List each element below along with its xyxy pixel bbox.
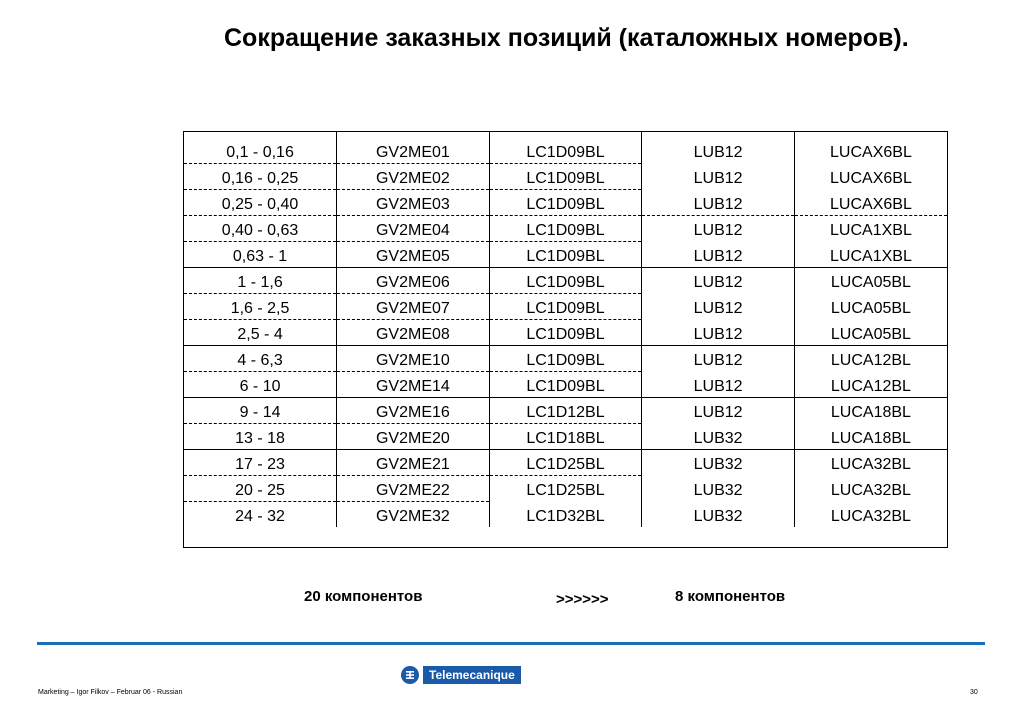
cell-gv: GV2ME14	[337, 371, 490, 397]
cell-gv: GV2ME06	[337, 267, 490, 293]
cell-luca: LUCA12BL	[794, 345, 947, 371]
table-row	[184, 267, 947, 293]
cell-lc: LC1D09BL	[489, 132, 642, 163]
summary-after: 8 компонентов	[675, 588, 786, 605]
cell-gv: GV2ME32	[337, 501, 490, 527]
cell-lub: LUB12	[642, 293, 795, 319]
cell-luca: LUCA05BL	[794, 267, 947, 293]
cell-range: 24 - 32	[235, 508, 285, 525]
table-row	[184, 319, 947, 345]
cell-lc: LC1D12BL	[489, 397, 642, 423]
cell-luca: LUCA1XBL	[794, 215, 947, 241]
table-row	[184, 501, 947, 527]
cell-lub: LUB32	[642, 475, 795, 501]
cell-gv: GV2ME20	[337, 423, 490, 449]
cell-lc: LC1D09BL	[489, 293, 642, 319]
cell-luca: LUCA32BL	[794, 501, 947, 527]
cell-lc: LC1D09BL	[489, 371, 642, 397]
cell-gv: GV2ME02	[337, 163, 490, 189]
cell-luca: LUCA32BL	[794, 475, 947, 501]
cell-luca: LUCA18BL	[794, 423, 947, 449]
table-row	[184, 449, 947, 475]
table-row	[184, 241, 947, 267]
cell-lub: LUB12	[642, 371, 795, 397]
cell-gv: GV2ME08	[337, 319, 490, 345]
table-row	[184, 293, 947, 319]
footer-credits: Marketing – Igor Filkov – Februar 06 - Russian	[38, 689, 183, 696]
table-row	[184, 215, 947, 241]
cell-range: 17 - 23	[184, 449, 337, 475]
cell-lub: LUB12	[642, 267, 795, 293]
table-row	[184, 345, 947, 371]
cell-gv: GV2ME01	[337, 132, 490, 163]
cell-range: 0,40 - 0,63	[184, 215, 337, 241]
parts-table	[184, 132, 947, 527]
telemecanique-logo	[401, 665, 521, 685]
cell-lub: LUB12	[642, 189, 795, 215]
footer-divider	[37, 642, 985, 645]
page-title: Сокращение заказных позиций (каталожных номеров).	[224, 24, 909, 52]
cell-gv: GV2ME03	[337, 189, 490, 215]
table-row	[184, 163, 947, 189]
cell-range: 0,16 - 0,25	[184, 163, 337, 189]
table-row	[184, 423, 947, 449]
cell-range: 13 - 18	[184, 423, 337, 449]
cell-lc: LC1D09BL	[489, 215, 642, 241]
cell-lub: LUB12	[642, 132, 795, 163]
cell-luca: LUCA05BL	[794, 319, 947, 345]
cell-luca: LUCAX6BL	[794, 132, 947, 163]
cell-gv: GV2ME10	[337, 345, 490, 371]
cell-lc: LC1D09BL	[489, 319, 642, 345]
cell-range: 9 - 14	[184, 397, 337, 423]
cell-lub: LUB12	[642, 397, 795, 423]
table-row	[184, 475, 947, 501]
cell-range: 0,1 - 0,16	[184, 132, 337, 163]
cell-range: 1,6 - 2,5	[184, 293, 337, 319]
cell-lub: LUB12	[642, 241, 795, 267]
table-row	[184, 189, 947, 215]
cell-lc: LC1D09BL	[489, 267, 642, 293]
cell-lc: LC1D09BL	[489, 189, 642, 215]
cell-lc: LC1D09BL	[489, 345, 642, 371]
cell-luca: LUCA1XBL	[794, 241, 947, 267]
cell-lub: LUB12	[642, 319, 795, 345]
cell-lc: LC1D25BL	[489, 449, 642, 475]
cell-lub: LUB12	[642, 345, 795, 371]
cell-gv: GV2ME04	[337, 215, 490, 241]
cell-lc: LC1D18BL	[489, 423, 642, 449]
catalog-table	[183, 131, 948, 548]
cell-lc: LC1D25BL	[489, 475, 642, 501]
cell-gv: GV2ME05	[337, 241, 490, 267]
cell-range: 0,63 - 1	[184, 241, 337, 267]
cell-luca: LUCAX6BL	[794, 163, 947, 189]
logo-wordmark: Telemecanique	[423, 666, 521, 684]
cell-lub: LUB12	[642, 215, 795, 241]
cell-gv: GV2ME16	[337, 397, 490, 423]
cell-range: 1 - 1,6	[184, 267, 337, 293]
cell-range: 0,25 - 0,40	[184, 189, 337, 215]
cell-lub: LUB32	[642, 423, 795, 449]
cell-range: 4 - 6,3	[184, 345, 337, 371]
cell-range: 2,5 - 4	[184, 319, 337, 345]
cell-luca: LUCAX6BL	[794, 189, 947, 215]
table-row	[184, 132, 947, 163]
cell-gv: GV2ME07	[337, 293, 490, 319]
table-row	[184, 371, 947, 397]
cell-range: 20 - 25	[184, 475, 337, 501]
summary-arrows: >>>>>>	[556, 591, 609, 608]
cell-range: 6 - 10	[184, 371, 337, 397]
cell-luca: LUCA18BL	[794, 397, 947, 423]
cell-luca: LUCA32BL	[794, 449, 947, 475]
cell-gv: GV2ME21	[337, 449, 490, 475]
cell-lub: LUB32	[642, 449, 795, 475]
cell-lc: LC1D09BL	[489, 241, 642, 267]
cell-lub: LUB32	[642, 501, 795, 527]
cell-lc: LC1D09BL	[489, 163, 642, 189]
summary-before: 20 компонентов	[304, 588, 423, 605]
page-number: 30	[970, 689, 978, 696]
cell-lc: LC1D32BL	[489, 501, 642, 527]
telemecanique-emblem-icon	[401, 666, 419, 684]
table-row	[184, 397, 947, 423]
cell-luca: LUCA12BL	[794, 371, 947, 397]
cell-gv: GV2ME22	[337, 475, 490, 501]
cell-lub: LUB12	[642, 163, 795, 189]
cell-luca: LUCA05BL	[794, 293, 947, 319]
